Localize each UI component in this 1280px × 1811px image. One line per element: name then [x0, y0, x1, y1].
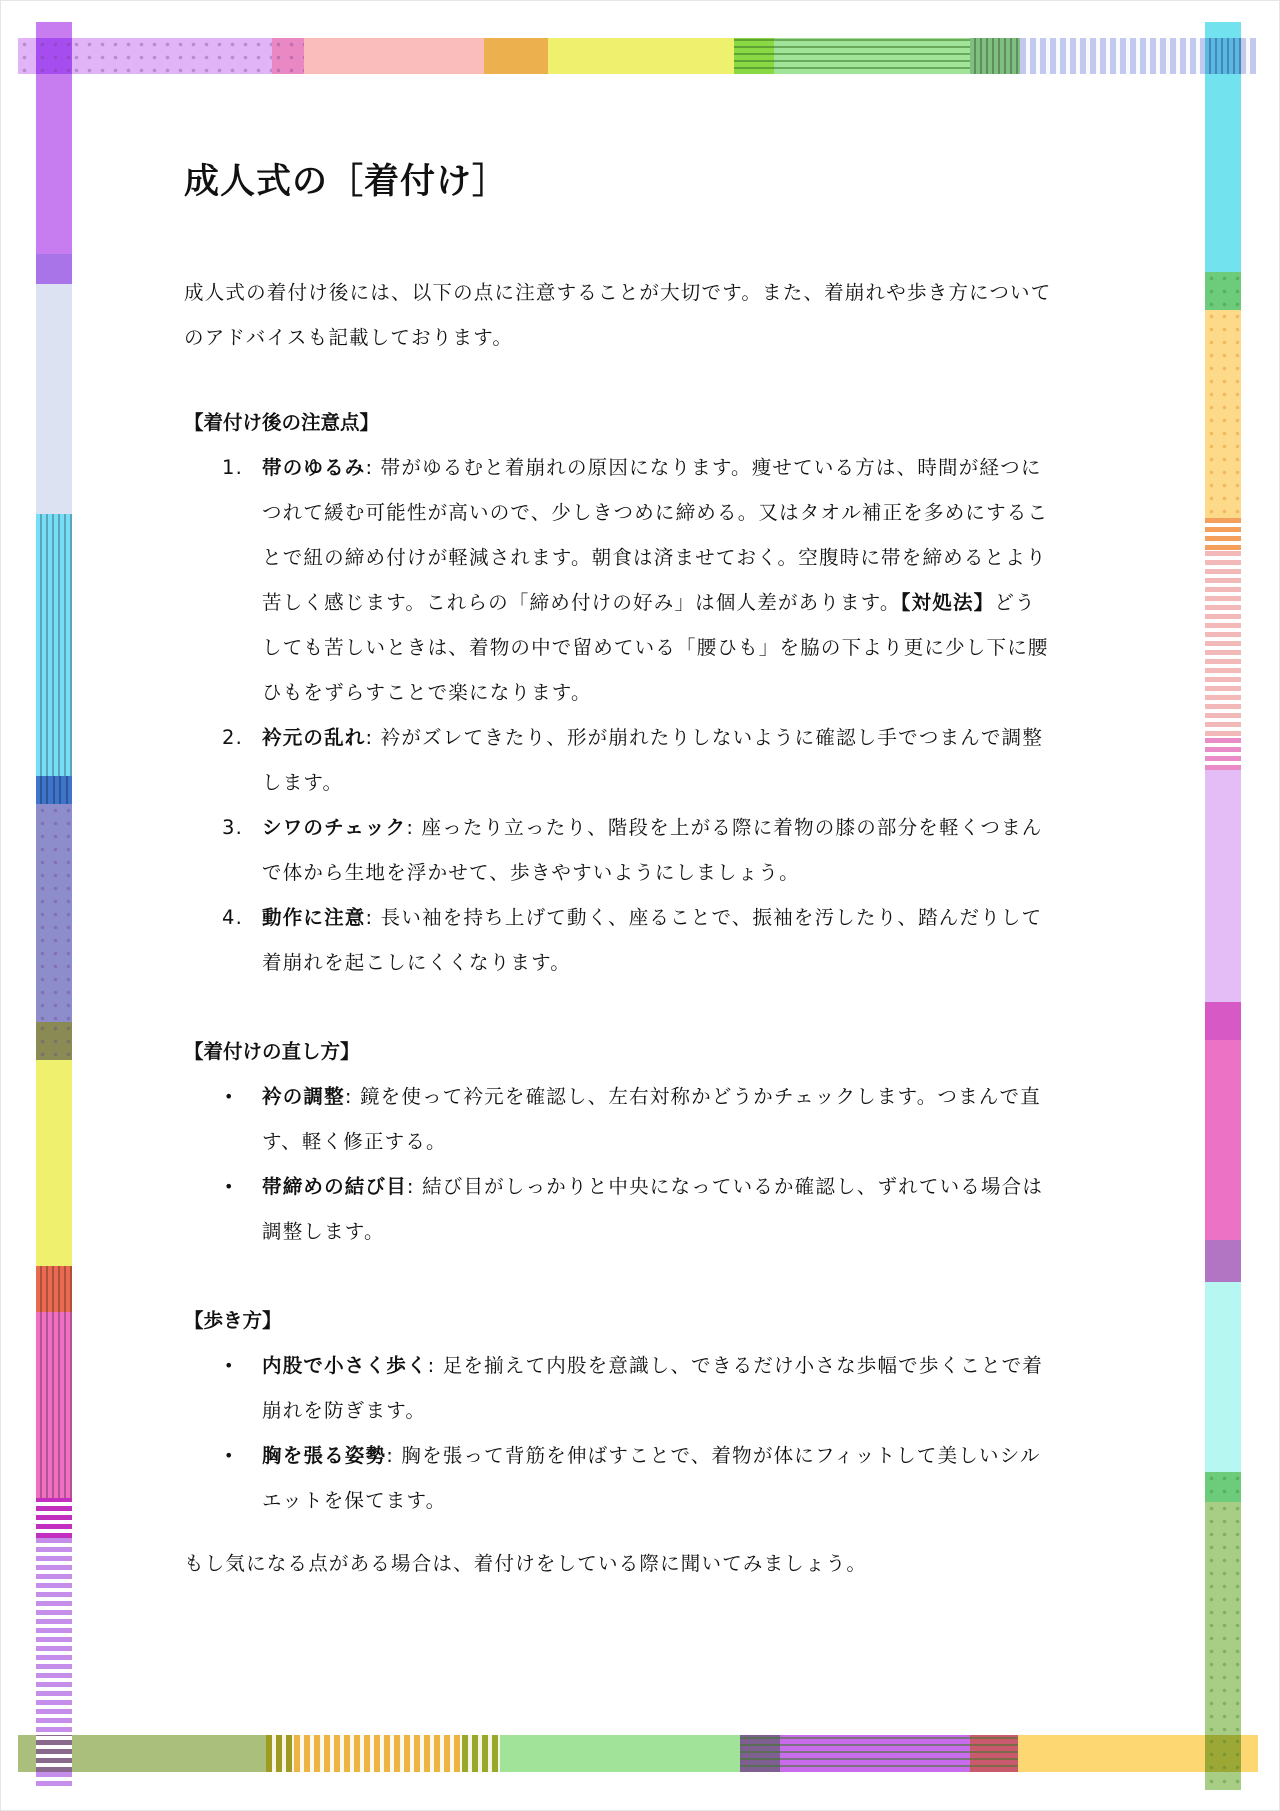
item-text: : 衿がズレてきたり、形が崩れたりしないように確認し手でつまんで調整します。 [262, 726, 1044, 794]
bullet-icon: • [224, 1087, 235, 1106]
tape-top-pink [304, 38, 484, 74]
section-heading-after-dressing: 【着付け後の注意点】 [184, 411, 380, 434]
list-item [184, 715, 1054, 805]
tape-top-green [774, 38, 970, 74]
item-text-after: どうしても苦しいときは、着物の中で留めている「腰ひも」を脇の下より更に少し下に腰ひもをずらすことで楽になります。 [262, 591, 1049, 704]
tape-left-olive-dots [36, 1022, 72, 1060]
item-term: 内股で小さく歩く [262, 1354, 428, 1377]
list-item [184, 1343, 1054, 1433]
tape-right-amber-dots [1205, 310, 1241, 518]
item-text: : 長い袖を持ち上げて動く、座ることで、振袖を汚したり、踏んだりして着崩れを起こしにくくなります。 [262, 906, 1043, 974]
tape-left-magenta-grid [36, 1498, 72, 1538]
tape-right-cyan-overlap [1205, 38, 1241, 74]
list-item [184, 895, 1054, 985]
list-item [184, 1164, 1054, 1254]
tape-right-magenta [1205, 1040, 1241, 1240]
item-text: : 足を揃えて内股を意識し、できるだけ小さな歩幅で歩くことで着崩れを防ぎます。 [262, 1354, 1044, 1422]
tape-bottom-olive-stripes-2 [462, 1735, 500, 1772]
tape-right-green [1205, 1472, 1241, 1502]
walking-list [184, 1343, 1054, 1523]
tape-left-violet [36, 254, 72, 284]
section-heading-walking: 【歩き方】 [184, 1309, 282, 1332]
list-number: 1. [222, 456, 244, 479]
list-item [184, 1433, 1054, 1523]
list-item [184, 445, 1054, 715]
tape-bottom-green [500, 1735, 740, 1772]
bullet-icon: • [224, 1177, 235, 1196]
after-dressing-list [184, 445, 1054, 985]
item-term: 衿の調整 [262, 1085, 345, 1108]
tape-top-pink-dark [272, 38, 304, 74]
tape-bottom-mauve [740, 1735, 780, 1772]
document-body [184, 160, 1054, 1606]
intro-paragraph: 成人式の着付け後には、以下の点に注意することが大切です。また、着崩れや歩き方についてのアドバイスも記載しております。 [184, 281, 1052, 349]
tape-bottom-olive-stripes [266, 1735, 294, 1772]
tape-right-mint [1205, 1282, 1241, 1472]
section-heading-fixing: 【着付けの直し方】 [184, 1040, 360, 1063]
tape-left-yellow [36, 1060, 72, 1266]
item-term: 胸を張る姿勢 [262, 1444, 387, 1467]
item-text: : 鏡を使って衿元を確認し、左右対称かどうかチェックします。つまんで直す、軽く修正する。 [262, 1085, 1041, 1153]
tape-left-blue [36, 776, 72, 804]
item-term: 帯のゆるみ [262, 456, 366, 479]
tape-left-slate-dots [36, 804, 72, 1022]
tape-right-light-violet [1205, 770, 1241, 1002]
tape-right-pink-stripes [1205, 550, 1241, 736]
tape-bottom-right-overlap [1205, 1735, 1241, 1772]
tape-right-orchid [1205, 1002, 1241, 1040]
item-text: : 結び目がしっかりと中央になっているか確認し、ずれている場合は調整します。 [262, 1175, 1044, 1243]
tape-bottom-purple [780, 1735, 970, 1772]
item-text: : 座ったり立ったり、階段を上がる際に着物の膝の部分を軽くつまんで体から生地を浮かせて、歩きやすいようにしましょう。 [262, 816, 1043, 884]
item-text: : 胸を張って背筋を伸ばすことで、着物が体にフィットして美しいシルエットを保てます。 [262, 1444, 1041, 1512]
item-term: シワのチェック [262, 816, 407, 839]
list-item [184, 805, 1054, 895]
item-term: 動作に注意 [262, 906, 366, 929]
tape-left-magenta [36, 1312, 72, 1498]
tape-top-green-dark [734, 38, 774, 74]
tape-left-paleblue [36, 284, 72, 514]
tape-top-orange [484, 38, 548, 74]
tape-right-orange-stripes [1205, 518, 1241, 550]
tape-bottom-red [970, 1735, 1018, 1772]
closing-paragraph: もし気になる点がある場合は、着付けをしている際に聞いてみましょう。 [184, 1552, 868, 1575]
list-item [184, 1074, 1054, 1164]
item-term: 衿元の乱れ [262, 726, 366, 749]
item-text: : 帯がゆるむと着崩れの原因になります。痩せている方は、時間が経つにつれて緩む可能性が高いので、少しきつめに締める。又はタオル補正を多めにすることで紐の締め付けが軽減されます。朝食は済ませておく。空腹時に帯を締めるとより苦しく感じます。これらの「締め付けの好み」は個人差があります。 [262, 456, 1049, 614]
bullet-icon: • [224, 1446, 235, 1465]
list-number: 4. [222, 906, 244, 929]
page-title: 成人式の［着付け］ [184, 162, 509, 202]
tape-left-purple-overlap [36, 38, 72, 74]
tape-top-yellow [548, 38, 734, 74]
bullet-icon: • [224, 1356, 235, 1375]
item-term: 帯締めの結び目 [262, 1175, 407, 1198]
list-number: 3. [222, 816, 244, 839]
tape-left-sky [36, 514, 72, 776]
tape-top-green-grid [970, 38, 1020, 74]
tape-left-red [36, 1266, 72, 1312]
tape-right-rose-stripes [1205, 736, 1241, 770]
tape-bottom-left-overlap [36, 1735, 72, 1772]
list-number: 2. [222, 726, 244, 749]
tape-bottom-amber-stripes [294, 1735, 462, 1772]
tape-right-green-dots [1205, 272, 1241, 310]
fixing-list [184, 1074, 1054, 1254]
item-emphasis: 【対処法】 [900, 591, 995, 614]
tape-right-mauve [1205, 1240, 1241, 1282]
